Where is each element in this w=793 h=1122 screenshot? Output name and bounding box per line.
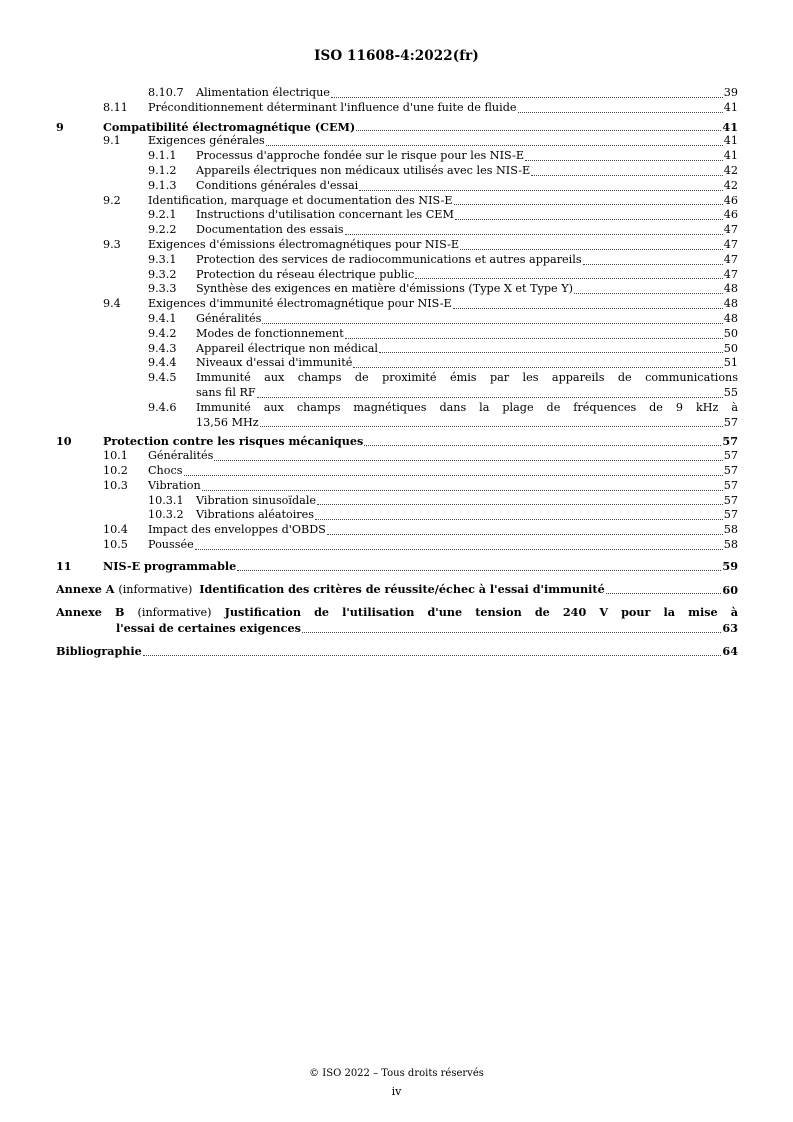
toc-entry-chapter[interactable] [56, 434, 738, 449]
toc-entry-page: 57 [722, 434, 738, 449]
toc-entry-chapter[interactable] [56, 120, 738, 135]
toc-entry-title: Documentation des essais [196, 223, 344, 237]
toc-entry-title: Exigences générales [148, 134, 265, 148]
toc-entry-number: 10.3.1 [148, 493, 184, 507]
toc-entry-number: 9.3.1 [148, 252, 177, 266]
toc-entry-bibliography[interactable] [56, 644, 738, 659]
toc-entry[interactable] [56, 401, 738, 431]
toc-entry[interactable] [56, 508, 738, 523]
toc-entry-title-line1: Immunité aux champs de proximité émis par les appareils de communications [196, 371, 738, 385]
toc-entry-page: 47 [723, 237, 738, 251]
dot-leader [260, 426, 723, 427]
dot-leader [379, 352, 723, 353]
toc-entry-number: 9 [56, 119, 64, 134]
toc-entry[interactable] [56, 86, 738, 101]
annex-title-line2: l'essai de certaines exigences [116, 621, 301, 636]
dot-leader [257, 397, 723, 398]
toc-entry-page: 63 [722, 621, 738, 636]
toc-entry-number: 11 [56, 558, 72, 573]
toc-entry[interactable] [56, 327, 738, 342]
toc-entry-page: 46 [723, 193, 738, 207]
toc-entry-number: 9.4.2 [148, 326, 177, 340]
toc-entry-number: 9.4 [103, 297, 121, 311]
toc-entry-page: 47 [723, 223, 738, 237]
toc-entry-page: 41 [723, 134, 738, 148]
page-number: iv [391, 1085, 402, 1098]
toc-entry-title: Vibration sinusoïdale [196, 493, 317, 507]
toc-entry[interactable] [56, 479, 738, 494]
toc-entry-page: 60 [722, 582, 738, 597]
copyright-footer: © ISO 2022 – Tous droits réservés [309, 1068, 484, 1079]
toc-entry-page: 39 [723, 86, 738, 99]
toc-entry[interactable] [56, 356, 738, 371]
dot-leader [327, 534, 723, 535]
toc-entry-title-line2: 13,56 MHz [196, 415, 259, 429]
toc-entry-title: Protection du réseau électrique public [196, 267, 415, 281]
dot-leader [214, 460, 722, 461]
toc-entry-number: 9.3 [103, 237, 121, 251]
toc-entry[interactable] [56, 268, 738, 283]
toc-entry-title: Vibration [148, 478, 201, 492]
toc-entry-page: 48 [723, 297, 738, 311]
toc-entry[interactable] [56, 149, 738, 164]
toc-entry-number: 9.3.3 [148, 282, 177, 296]
toc-entry-title: Appareils électriques non médicaux utilisés avec les NIS-E [196, 163, 531, 177]
toc-entry-page: 51 [723, 356, 738, 370]
toc-entry-title: Exigences d'émissions électromagnétiques pour NIS-E [148, 237, 460, 251]
toc-entry-page: 50 [723, 341, 738, 355]
toc-entry-number: 8.10.7 [148, 86, 184, 99]
toc-entry-page: 57 [723, 508, 738, 522]
toc-entry-number: 10.5 [103, 537, 128, 551]
toc-entry-number: 9.4.3 [148, 341, 177, 355]
toc-entry-number: 10.4 [103, 523, 128, 537]
toc-entry-number: 9.2.1 [148, 208, 177, 222]
dot-leader [331, 97, 723, 98]
toc-entry-number: 10.2 [103, 463, 128, 477]
dot-leader [359, 190, 722, 191]
dot-leader [345, 234, 723, 235]
dot-leader [455, 219, 723, 220]
toc-entry-page: 48 [723, 282, 738, 296]
toc-entry-number: 10.3 [103, 478, 128, 492]
toc-entry[interactable] [56, 297, 738, 312]
annex-label: Annexe B [56, 605, 125, 620]
toc-entry[interactable] [56, 523, 738, 538]
dot-leader [574, 293, 723, 294]
dot-leader [266, 145, 723, 146]
dot-leader [315, 519, 723, 520]
toc-entry-title: NIS-E programmable [103, 558, 237, 573]
toc-entry-title: Généralités [148, 449, 214, 463]
toc-entry-number: 9.1.2 [148, 163, 177, 177]
dot-leader [345, 338, 723, 339]
toc-entry[interactable] [56, 449, 738, 464]
toc-entry-number: 9.2.2 [148, 223, 177, 237]
dot-leader [262, 323, 722, 324]
dot-leader [364, 445, 721, 446]
annex-label: Annexe A [56, 581, 115, 596]
toc-entry-number: 10.3.2 [148, 508, 184, 522]
toc-entry-title: Conditions générales d'essai [196, 178, 359, 192]
dot-leader [415, 278, 723, 279]
toc-entry[interactable] [56, 371, 738, 401]
dot-leader [353, 367, 722, 368]
toc-entry-page: 46 [723, 208, 738, 222]
dot-leader [184, 475, 723, 476]
dot-leader [583, 264, 723, 265]
toc-entry-page: 55 [723, 385, 738, 399]
annex-status: (informative) [137, 606, 212, 620]
toc-entry-page: 57 [723, 415, 738, 429]
toc-entry-title: Protection contre les risques mécaniques [103, 434, 364, 449]
toc-entry-annex[interactable] [56, 582, 738, 598]
dot-leader [453, 308, 723, 309]
dot-leader [237, 570, 721, 571]
toc-entry-number: 9.4.5 [148, 371, 177, 385]
toc-entry-number: 8.11 [103, 100, 128, 114]
toc-entry[interactable] [56, 282, 738, 297]
toc-entry[interactable] [56, 194, 738, 209]
toc-entry-title: Bibliographie [56, 643, 142, 658]
toc-entry-page: 57 [723, 493, 738, 507]
toc-entry[interactable] [56, 312, 738, 327]
toc-entry-title-line1: Immunité aux champs magnétiques dans la plage de fréquences de 9 kHz à [196, 400, 738, 414]
table-of-contents [56, 86, 738, 659]
toc-entry-page: 41 [722, 119, 738, 134]
dot-leader [531, 175, 723, 176]
toc-entry-title: Synthèse des exigences en matière d'émissions (Type X et Type Y) [196, 282, 573, 296]
toc-entry-annex[interactable] [56, 605, 738, 636]
toc-entry-page: 41 [723, 149, 738, 163]
toc-entry-title: Appareil électrique non médical [196, 341, 378, 355]
toc-entry-title: Instructions d'utilisation concernant les CEM [196, 208, 454, 222]
toc-entry[interactable] [56, 253, 738, 268]
dot-leader [454, 204, 723, 205]
toc-entry-title: Compatibilité électromagnétique (CEM) [103, 119, 356, 134]
document-header: ISO 11608-4:2022(fr) [314, 48, 479, 64]
dot-leader [317, 504, 723, 505]
dot-leader [606, 593, 722, 594]
toc-entry-page: 57 [723, 478, 738, 492]
dot-leader [195, 549, 723, 550]
annex-title: Identification des critères de réussite/échec à l'essai d'immunité [199, 581, 605, 596]
toc-entry-page: 58 [723, 523, 738, 537]
toc-entry-number: 10.1 [103, 449, 128, 463]
annex-title-line1: Justification de l'utilisation d'une tension de 240 V pour la mise à [224, 605, 738, 620]
dot-leader [143, 655, 722, 656]
toc-entry-title: Généralités [196, 311, 262, 325]
toc-entry-number: 9.4.6 [148, 400, 177, 414]
toc-entry-page: 47 [723, 252, 738, 266]
toc-entry-title: Alimentation électrique [196, 86, 330, 99]
toc-entry-number: 9.1.3 [148, 178, 177, 192]
toc-entry-page: 50 [723, 326, 738, 340]
toc-entry[interactable] [56, 208, 738, 223]
toc-entry-page: 57 [723, 449, 738, 463]
toc-entry-title: Vibrations aléatoires [196, 508, 315, 522]
dot-leader [518, 112, 723, 113]
toc-entry[interactable] [56, 101, 738, 116]
toc-entry-page: 57 [723, 463, 738, 477]
toc-entry-page: 41 [723, 100, 738, 114]
toc-entry[interactable] [56, 134, 738, 149]
dot-leader [356, 130, 721, 131]
toc-entry-page: 59 [722, 558, 738, 573]
toc-entry-title: Modes de fonctionnement [196, 326, 344, 340]
toc-entry-number: 9.2 [103, 193, 121, 207]
toc-entry-page: 64 [722, 643, 738, 658]
toc-entry-number: 9.3.2 [148, 267, 177, 281]
toc-entry[interactable] [56, 238, 738, 253]
toc-entry-title: Chocs [148, 463, 183, 477]
toc-entry-number: 10 [56, 434, 72, 449]
toc-entry[interactable] [56, 179, 738, 194]
toc-entry[interactable] [56, 342, 738, 357]
toc-entry-title: Poussée [148, 537, 194, 551]
toc-entry-page: 47 [723, 267, 738, 281]
toc-entry[interactable] [56, 494, 738, 509]
toc-entry-page: 58 [723, 537, 738, 551]
toc-entry[interactable] [56, 164, 738, 179]
dot-leader [302, 632, 722, 633]
toc-entry-title: Processus d'approche fondée sur le risque pour les NIS-E [196, 149, 525, 163]
toc-entry-title: Impact des enveloppes d'OBDS [148, 523, 326, 537]
toc-entry-title-line2: sans fil RF [196, 385, 256, 399]
toc-entry-title: Niveaux d'essai d'immunité [196, 356, 353, 370]
toc-entry-title: Protection des services de radiocommunications et autres appareils [196, 252, 582, 266]
toc-entry-title: Identification, marquage et documentation des NIS-E [148, 193, 453, 207]
dot-leader [525, 160, 723, 161]
dot-leader [460, 249, 723, 250]
toc-entry-page: 48 [723, 311, 738, 325]
dot-leader [202, 490, 723, 491]
toc-entry-number: 9.1 [103, 134, 121, 148]
toc-entry-page: 42 [723, 178, 738, 192]
toc-entry-title: Exigences d'immunité électromagnétique pour NIS-E [148, 297, 452, 311]
toc-entry-number: 9.4.4 [148, 356, 177, 370]
toc-entry-title: Préconditionnement déterminant l'influence d'une fuite de fluide [148, 100, 517, 114]
toc-entry[interactable] [56, 223, 738, 238]
toc-entry-number: 9.4.1 [148, 311, 177, 325]
toc-entry-chapter[interactable] [56, 559, 738, 574]
annex-status: (informative) [118, 582, 193, 596]
toc-entry[interactable] [56, 538, 738, 553]
toc-entry[interactable] [56, 464, 738, 479]
toc-entry-page: 42 [723, 163, 738, 177]
toc-entry-number: 9.1.1 [148, 149, 177, 163]
